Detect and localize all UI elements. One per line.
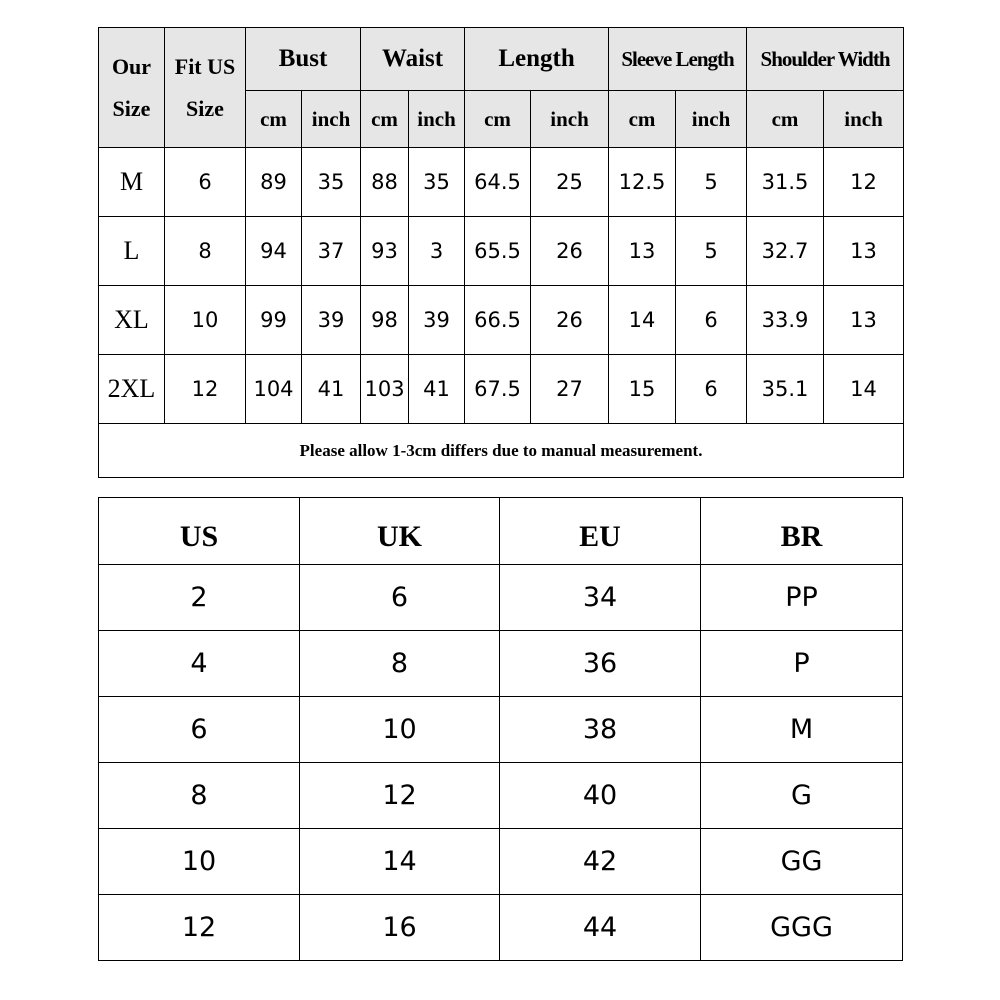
cell-bust-inch: 35 bbox=[302, 148, 361, 217]
cell-us: 10 bbox=[99, 829, 300, 895]
cell-eu: 42 bbox=[500, 829, 701, 895]
table-row bbox=[99, 565, 903, 631]
cell-br: GGG bbox=[701, 895, 903, 961]
subheader-length-inch: inch bbox=[531, 91, 609, 148]
cell-eu: 44 bbox=[500, 895, 701, 961]
cell-uk: 6 bbox=[300, 565, 500, 631]
cell-size: 2XL bbox=[99, 355, 165, 424]
cell-size: XL bbox=[99, 286, 165, 355]
table-row bbox=[99, 631, 903, 697]
cell-shoulder-cm: 32.7 bbox=[747, 217, 824, 286]
cell-fit-us: 10 bbox=[165, 286, 246, 355]
header-br: BR bbox=[701, 498, 903, 565]
cell-eu: 34 bbox=[500, 565, 701, 631]
subheader-shoulder-cm: cm bbox=[747, 91, 824, 148]
header-uk: UK bbox=[300, 498, 500, 565]
subheader-length-cm: cm bbox=[465, 91, 531, 148]
cell-uk: 10 bbox=[300, 697, 500, 763]
measurement-note: Please allow 1-3cm differs due to manual measurement. bbox=[99, 424, 904, 478]
cell-waist-inch: 39 bbox=[409, 286, 465, 355]
header-waist: Waist bbox=[361, 28, 465, 91]
cell-fit-us: 12 bbox=[165, 355, 246, 424]
cell-sleeve-cm: 14 bbox=[609, 286, 676, 355]
cell-size: L bbox=[99, 217, 165, 286]
cell-br: G bbox=[701, 763, 903, 829]
cell-sleeve-inch: 6 bbox=[676, 286, 747, 355]
subheader-waist-cm: cm bbox=[361, 91, 409, 148]
cell-shoulder-cm: 33.9 bbox=[747, 286, 824, 355]
cell-us: 12 bbox=[99, 895, 300, 961]
cell-sleeve-cm: 15 bbox=[609, 355, 676, 424]
cell-waist-inch: 41 bbox=[409, 355, 465, 424]
cell-waist-inch: 35 bbox=[409, 148, 465, 217]
cell-shoulder-inch: 13 bbox=[824, 286, 904, 355]
header-our-size: Our Size bbox=[99, 28, 165, 148]
subheader-waist-inch: inch bbox=[409, 91, 465, 148]
header-fit-us-size: Fit US Size bbox=[165, 28, 246, 148]
cell-bust-inch: 41 bbox=[302, 355, 361, 424]
cell-sleeve-cm: 13 bbox=[609, 217, 676, 286]
cell-bust-cm: 104 bbox=[246, 355, 302, 424]
cell-bust-inch: 37 bbox=[302, 217, 361, 286]
cell-uk: 12 bbox=[300, 763, 500, 829]
cell-shoulder-inch: 14 bbox=[824, 355, 904, 424]
cell-length-cm: 66.5 bbox=[465, 286, 531, 355]
cell-sleeve-cm: 12.5 bbox=[609, 148, 676, 217]
cell-bust-cm: 89 bbox=[246, 148, 302, 217]
cell-br: PP bbox=[701, 565, 903, 631]
cell-eu: 38 bbox=[500, 697, 701, 763]
subheader-sleeve-cm: cm bbox=[609, 91, 676, 148]
cell-us: 4 bbox=[99, 631, 300, 697]
table-row bbox=[99, 355, 904, 424]
cell-uk: 14 bbox=[300, 829, 500, 895]
cell-length-cm: 67.5 bbox=[465, 355, 531, 424]
table-row bbox=[99, 148, 904, 217]
header-us: US bbox=[99, 498, 300, 565]
cell-fit-us: 6 bbox=[165, 148, 246, 217]
cell-length-cm: 65.5 bbox=[465, 217, 531, 286]
table-row bbox=[99, 217, 904, 286]
cell-eu: 36 bbox=[500, 631, 701, 697]
cell-length-cm: 64.5 bbox=[465, 148, 531, 217]
cell-shoulder-inch: 13 bbox=[824, 217, 904, 286]
header-shoulder-width: Shoulder Width bbox=[747, 28, 904, 91]
cell-us: 8 bbox=[99, 763, 300, 829]
cell-size: M bbox=[99, 148, 165, 217]
cell-shoulder-cm: 35.1 bbox=[747, 355, 824, 424]
cell-waist-cm: 98 bbox=[361, 286, 409, 355]
cell-br: GG bbox=[701, 829, 903, 895]
cell-uk: 16 bbox=[300, 895, 500, 961]
cell-bust-inch: 39 bbox=[302, 286, 361, 355]
table-row bbox=[99, 829, 903, 895]
subheader-shoulder-inch: inch bbox=[824, 91, 904, 148]
header-bust: Bust bbox=[246, 28, 361, 91]
table-row bbox=[99, 286, 904, 355]
header-length: Length bbox=[465, 28, 609, 91]
cell-us: 6 bbox=[99, 697, 300, 763]
cell-br: P bbox=[701, 631, 903, 697]
cell-length-inch: 26 bbox=[531, 217, 609, 286]
cell-sleeve-inch: 5 bbox=[676, 148, 747, 217]
cell-us: 2 bbox=[99, 565, 300, 631]
cell-eu: 40 bbox=[500, 763, 701, 829]
cell-waist-cm: 103 bbox=[361, 355, 409, 424]
subheader-bust-inch: inch bbox=[302, 91, 361, 148]
cell-sleeve-inch: 6 bbox=[676, 355, 747, 424]
cell-length-inch: 27 bbox=[531, 355, 609, 424]
cell-br: M bbox=[701, 697, 903, 763]
cell-length-inch: 26 bbox=[531, 286, 609, 355]
table-row bbox=[99, 895, 903, 961]
cell-waist-inch: 3 bbox=[409, 217, 465, 286]
cell-bust-cm: 99 bbox=[246, 286, 302, 355]
cell-length-inch: 25 bbox=[531, 148, 609, 217]
table-row bbox=[99, 697, 903, 763]
subheader-sleeve-inch: inch bbox=[676, 91, 747, 148]
cell-waist-cm: 93 bbox=[361, 217, 409, 286]
header-eu: EU bbox=[500, 498, 701, 565]
header-sleeve-length: Sleeve Length bbox=[609, 28, 747, 91]
cell-sleeve-inch: 5 bbox=[676, 217, 747, 286]
cell-bust-cm: 94 bbox=[246, 217, 302, 286]
cell-waist-cm: 88 bbox=[361, 148, 409, 217]
size-measurement-table bbox=[98, 27, 904, 478]
cell-uk: 8 bbox=[300, 631, 500, 697]
cell-fit-us: 8 bbox=[165, 217, 246, 286]
table-row bbox=[99, 763, 903, 829]
size-conversion-table bbox=[98, 497, 903, 961]
cell-shoulder-inch: 12 bbox=[824, 148, 904, 217]
subheader-bust-cm: cm bbox=[246, 91, 302, 148]
cell-shoulder-cm: 31.5 bbox=[747, 148, 824, 217]
